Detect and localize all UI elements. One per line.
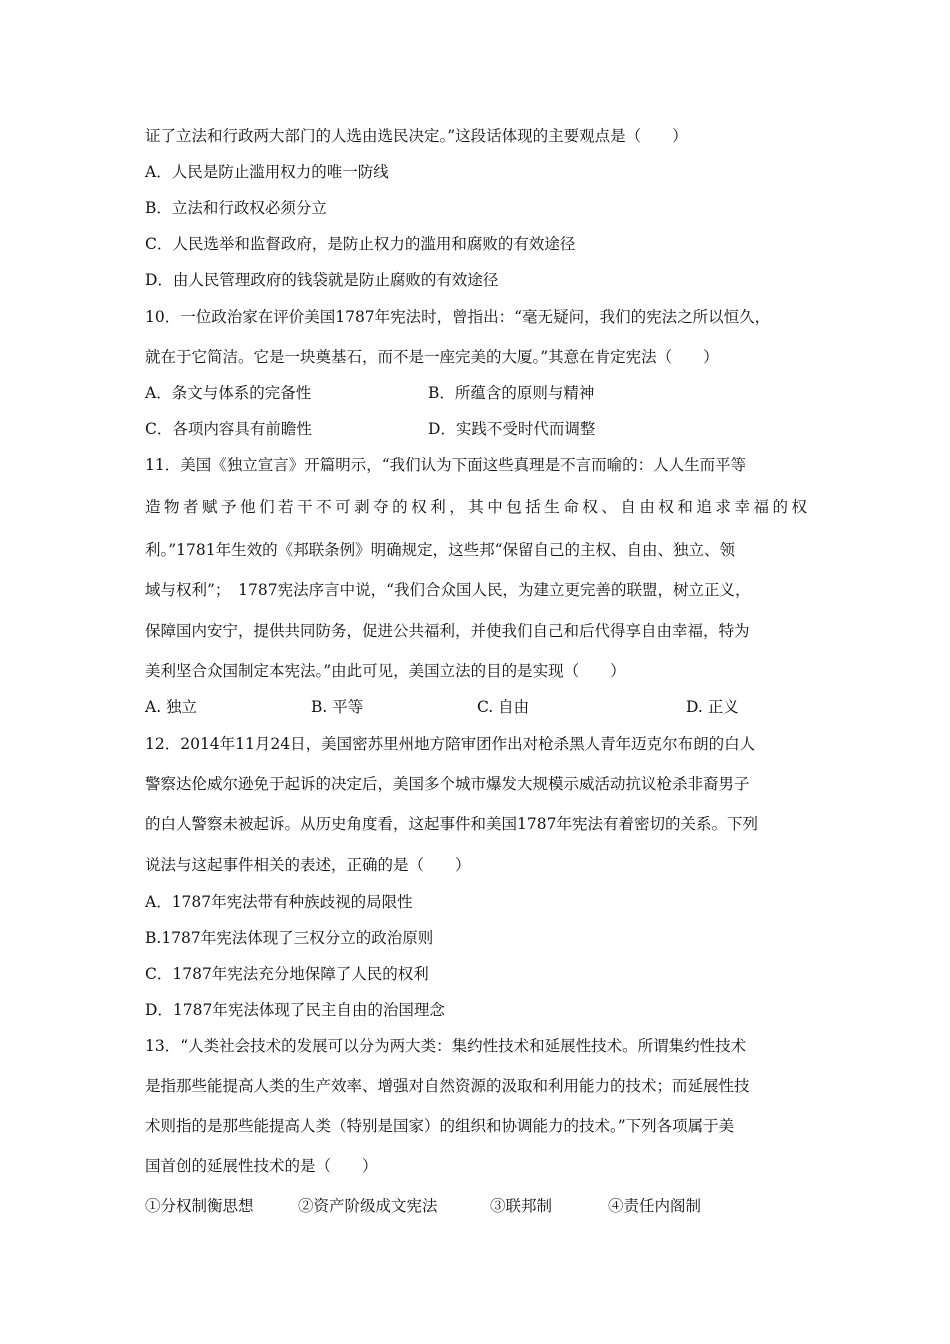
q13-stem-line-3: 术则指的是那些能提高人类（特别是国家）的组织和协调能力的技术。”下列各项属于美: [145, 1117, 735, 1135]
q11-stem-line-1: 11．美国《独立宣言》开篇明示，“我们认为下面这些真理是不言而喻的：人人生而平等: [145, 456, 747, 474]
q9-option-b: B．立法和行政权必须分立: [145, 199, 327, 217]
q11-stem-line-5: 保障国内安宁，提供共同防务，促进公共福利，并使我们自己和后代得享自由幸福，特为: [145, 622, 750, 640]
q13-stem-line-4: 国首创的延展性技术的是（ ）: [145, 1157, 378, 1175]
q12-option-d: D．1787年宪法体现了民主自由的治国理念: [145, 1001, 445, 1019]
q11-stem-line-2: 造物者赋予他们若干不可剥夺的权利，其中包括生命权、自由权和追求幸福的权: [145, 498, 807, 516]
q11-option-b: B. 平等: [311, 698, 364, 716]
q13-stem-line-1: 13．“人类社会技术的发展可以分为两大类：集约性技术和延展性技术。所谓集约性技术: [145, 1037, 747, 1055]
q10-option-d: D．实践不受时代而调整: [428, 420, 596, 438]
q12-stem-line-3: 的白人警察未被起诉。从历史角度看，这起事件和美国1787年宪法有着密切的关系。下列: [145, 815, 758, 833]
q13-item-3: ③联邦制: [490, 1197, 553, 1215]
q13-item-4: ④责任内阁制: [608, 1197, 702, 1215]
q10-option-b: B．所蕴含的原则与精神: [428, 384, 595, 402]
q9-option-c: C．人民选举和监督政府，是防止权力的滥用和腐败的有效途径: [145, 235, 576, 253]
q11-option-a: A. 独立: [145, 698, 198, 716]
q13-item-1: ①分权制衡思想: [145, 1197, 254, 1215]
q10-option-a: A．条文与体系的完备性: [145, 384, 312, 402]
q12-option-b: B.1787年宪法体现了三权分立的政治原则: [145, 929, 434, 947]
q11-stem-line-4: 域与权利”； 1787宪法序言中说，“我们合众国人民，为建立更完善的联盟，树立正义，: [145, 581, 751, 599]
q11-stem-line-6: 美利坚合众国制定本宪法。”由此可见，美国立法的目的是实现（ ）: [145, 662, 626, 680]
q11-option-d: D. 正义: [686, 698, 739, 716]
q12-stem-line-4: 说法与这起事件相关的表述，正确的是（ ）: [145, 856, 471, 874]
q12-option-c: C．1787年宪法充分地保障了人民的权利: [145, 965, 429, 983]
q10-stem-line-2: 就在于它简洁。它是一块奠基石，而不是一座完美的大厦。”其意在肯定宪法（ ）: [145, 348, 719, 366]
q12-option-a: A．1787年宪法带有种族歧视的局限性: [145, 893, 413, 911]
q10-stem-line-1: 10．一位政治家在评价美国1787年宪法时，曾指出：“毫无疑问，我们的宪法之所以恒久，: [145, 308, 771, 326]
q12-stem-line-1: 12．2014年11月24日，美国密苏里州地方陪审团作出对枪杀黑人青年迈克尔布朗的白人: [145, 735, 756, 753]
q9-option-d: D．由人民管理政府的钱袋就是防止腐败的有效途径: [145, 271, 499, 289]
q12-stem-line-2: 警察达伦威尔逊免于起诉的决定后，美国多个城市爆发大规模示威活动抗议枪杀非裔男子: [145, 775, 750, 793]
q10-option-c: C．各项内容具有前瞻性: [145, 420, 312, 438]
q13-item-2: ②资产阶级成文宪法: [298, 1197, 438, 1215]
q9-stem-end: 证了立法和行政两大部门的人选由选民决定。”这段话体现的主要观点是（ ）: [145, 127, 688, 145]
q9-option-a: A．人民是防止滥用权力的唯一防线: [145, 163, 389, 181]
q13-stem-line-2: 是指那些能提高人类的生产效率、增强对自然资源的汲取和利用能力的技术；而延展性技: [145, 1077, 750, 1095]
q11-stem-line-3: 利。”1781年生效的《邦联条例》明确规定，这些邦“保留自己的主权、自由、独立、领: [145, 541, 736, 559]
q11-option-c: C. 自由: [477, 698, 530, 716]
